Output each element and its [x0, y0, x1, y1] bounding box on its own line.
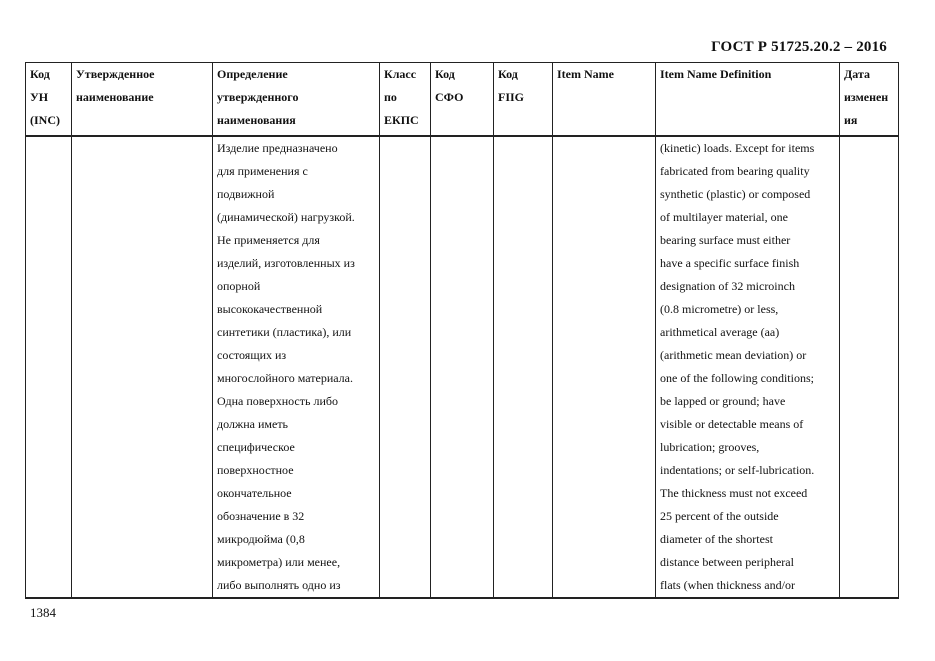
header-line: ЕКПС	[384, 113, 419, 127]
text-line: Изделие предназначено	[217, 141, 338, 155]
text-line: синтетики (пластика), или	[217, 325, 352, 339]
text-line: микродюйма (0,8	[217, 532, 305, 546]
header-ekps-class	[380, 63, 431, 137]
text-line: distance between peripheral	[660, 555, 794, 569]
text-line: indentations; or self-lubrication.	[660, 463, 815, 477]
cell-definition-en	[656, 136, 840, 598]
cell-fiig-code	[494, 136, 553, 598]
header-sfo-code	[431, 63, 494, 137]
text-line: 25 percent of the outside	[660, 509, 779, 523]
text-line: окончательное	[217, 486, 292, 500]
header-line: утвержденного	[217, 90, 299, 104]
cell-item-name	[553, 136, 656, 598]
page-number: 1384	[30, 605, 56, 620]
text-line: bearing surface must either	[660, 233, 791, 247]
header-line: изменен	[844, 90, 889, 104]
cell-sfo-code	[431, 136, 494, 598]
cell-approved-name	[72, 136, 213, 598]
text-line: one of the following conditions;	[660, 371, 814, 385]
text-line: подвижной	[217, 187, 275, 201]
text-line: of multilayer material, one	[660, 210, 788, 224]
header-inc-code	[26, 63, 72, 137]
header-line: Утвержденное	[76, 67, 155, 81]
header-line: Item Name Definition	[660, 67, 772, 81]
document-standard-header: ГОСТ Р 51725.20.2 – 2016	[711, 39, 887, 55]
header-approved-name	[72, 63, 213, 137]
header-change-date	[840, 63, 899, 137]
text-line: Одна поверхность либо	[217, 394, 338, 408]
text-line: поверхностное	[217, 463, 294, 477]
text-line: flats (when thickness and/or	[660, 578, 795, 592]
header-line: (INC)	[30, 113, 60, 127]
header-name-definition-ru	[213, 63, 380, 137]
text-line: должна иметь	[217, 417, 289, 431]
header-line: Определение	[217, 67, 288, 81]
header-line: Класс	[384, 67, 417, 81]
cell-inc-code	[26, 136, 72, 598]
cell-ekps-class	[380, 136, 431, 598]
text-line: (динамической) нагрузкой.	[217, 210, 355, 224]
text-line: synthetic (plastic) or composed	[660, 187, 811, 201]
header-line: FIIG	[498, 90, 525, 104]
text-line: (arithmetic mean deviation) or	[660, 348, 807, 362]
header-line: Item Name	[557, 67, 614, 81]
header-line: УН	[30, 90, 49, 104]
text-line: (kinetic) loads. Except for items	[660, 141, 815, 155]
text-line: designation of 32 microinch	[660, 279, 795, 293]
text-line: visible or detectable means of	[660, 417, 804, 431]
header-item-name	[553, 63, 656, 137]
text-line: либо выполнять одно из	[217, 578, 341, 592]
header-line: Дата	[844, 67, 870, 81]
text-line: специфическое	[217, 440, 295, 454]
text-line: diameter of the shortest	[660, 532, 773, 546]
table-row	[26, 136, 899, 598]
header-item-name-definition	[656, 63, 840, 137]
header-line: Код	[498, 67, 518, 81]
header-line: наименование	[76, 90, 154, 104]
text-line: (0.8 micrometre) or less,	[660, 302, 779, 316]
text-line: высококачественной	[217, 302, 323, 316]
text-line: многослойного материала.	[217, 371, 353, 385]
classification-table	[25, 62, 899, 599]
header-line: по	[384, 90, 397, 104]
text-line: be lapped or ground; have	[660, 394, 786, 408]
text-line: опорной	[217, 279, 261, 293]
header-line: Код	[30, 67, 50, 81]
text-line: микрометра) или менее,	[217, 555, 341, 569]
header-fiig-code	[494, 63, 553, 137]
text-line: состоящих из	[217, 348, 287, 362]
header-line: ия	[844, 113, 858, 127]
text-line: have a specific surface finish	[660, 256, 800, 270]
text-line: The thickness must not exceed	[660, 486, 808, 500]
header-line: СФО	[435, 90, 464, 104]
text-line: Не применяется для	[217, 233, 320, 247]
text-line: изделий, изготовленных из	[217, 256, 355, 270]
header-line: наименования	[217, 113, 296, 127]
cell-definition-ru	[213, 136, 380, 598]
header-line: Код	[435, 67, 455, 81]
text-line: lubrication; grooves,	[660, 440, 760, 454]
text-line: arithmetical average (aa)	[660, 325, 780, 339]
text-line: для применения с	[217, 164, 308, 178]
table-header-row	[26, 63, 899, 137]
text-line: обозначение в 32	[217, 509, 305, 523]
text-line: fabricated from bearing quality	[660, 164, 810, 178]
cell-change-date	[840, 136, 899, 598]
